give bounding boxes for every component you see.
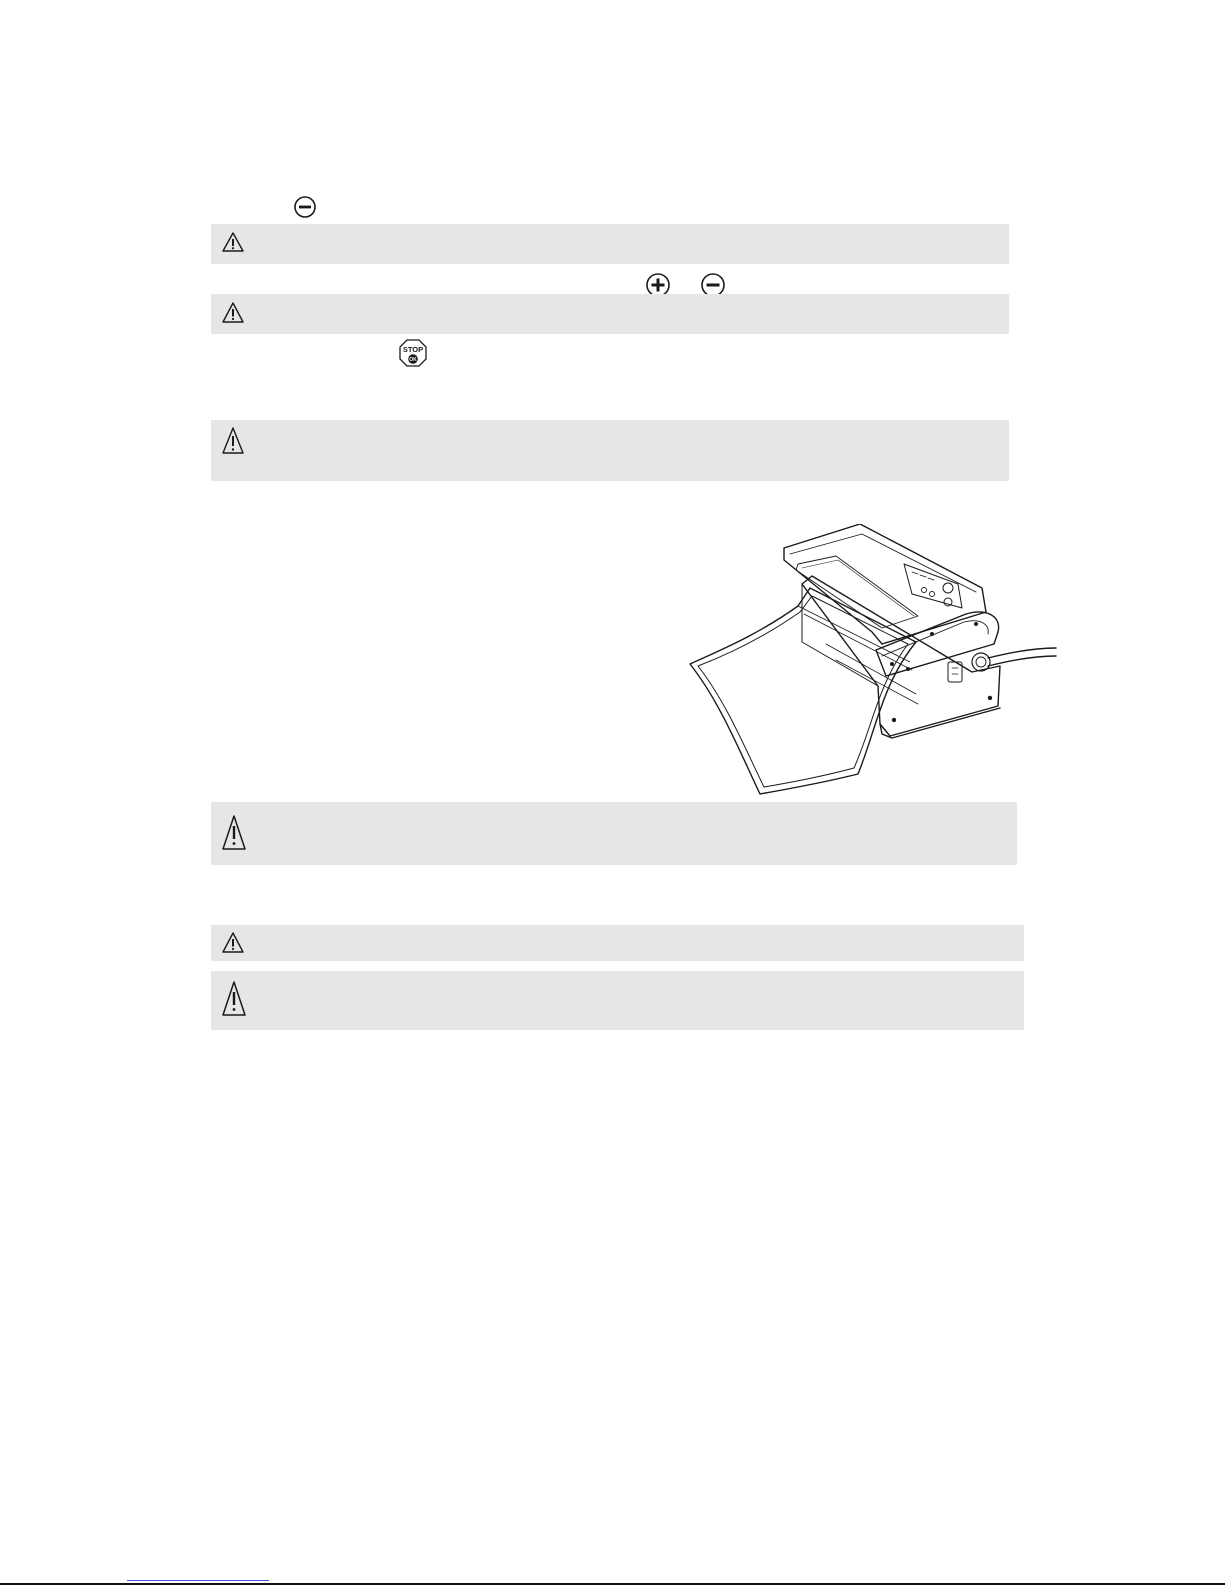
ok-icon-text: OK bbox=[409, 357, 417, 363]
warning-note-1 bbox=[211, 224, 1009, 264]
warning-note-6 bbox=[211, 971, 1024, 1030]
warning-triangle-icon bbox=[221, 814, 247, 852]
warning-triangle-icon bbox=[221, 931, 245, 955]
footer-link-underline[interactable] bbox=[127, 1580, 269, 1581]
warning-triangle-icon bbox=[221, 231, 245, 253]
vacuum-sealer-illustration bbox=[686, 524, 1076, 800]
stop-icon-text: STOP bbox=[402, 345, 424, 354]
warning-note-2 bbox=[211, 294, 1009, 334]
minus-circle-icon bbox=[293, 195, 317, 219]
warning-triangle-icon bbox=[221, 980, 247, 1018]
warning-triangle-icon bbox=[221, 301, 245, 325]
stop-ok-icon bbox=[398, 338, 428, 368]
warning-note-4 bbox=[211, 802, 1017, 865]
warning-note-3 bbox=[211, 420, 1009, 481]
warning-note-5 bbox=[211, 925, 1024, 961]
warning-triangle-icon bbox=[221, 426, 245, 456]
